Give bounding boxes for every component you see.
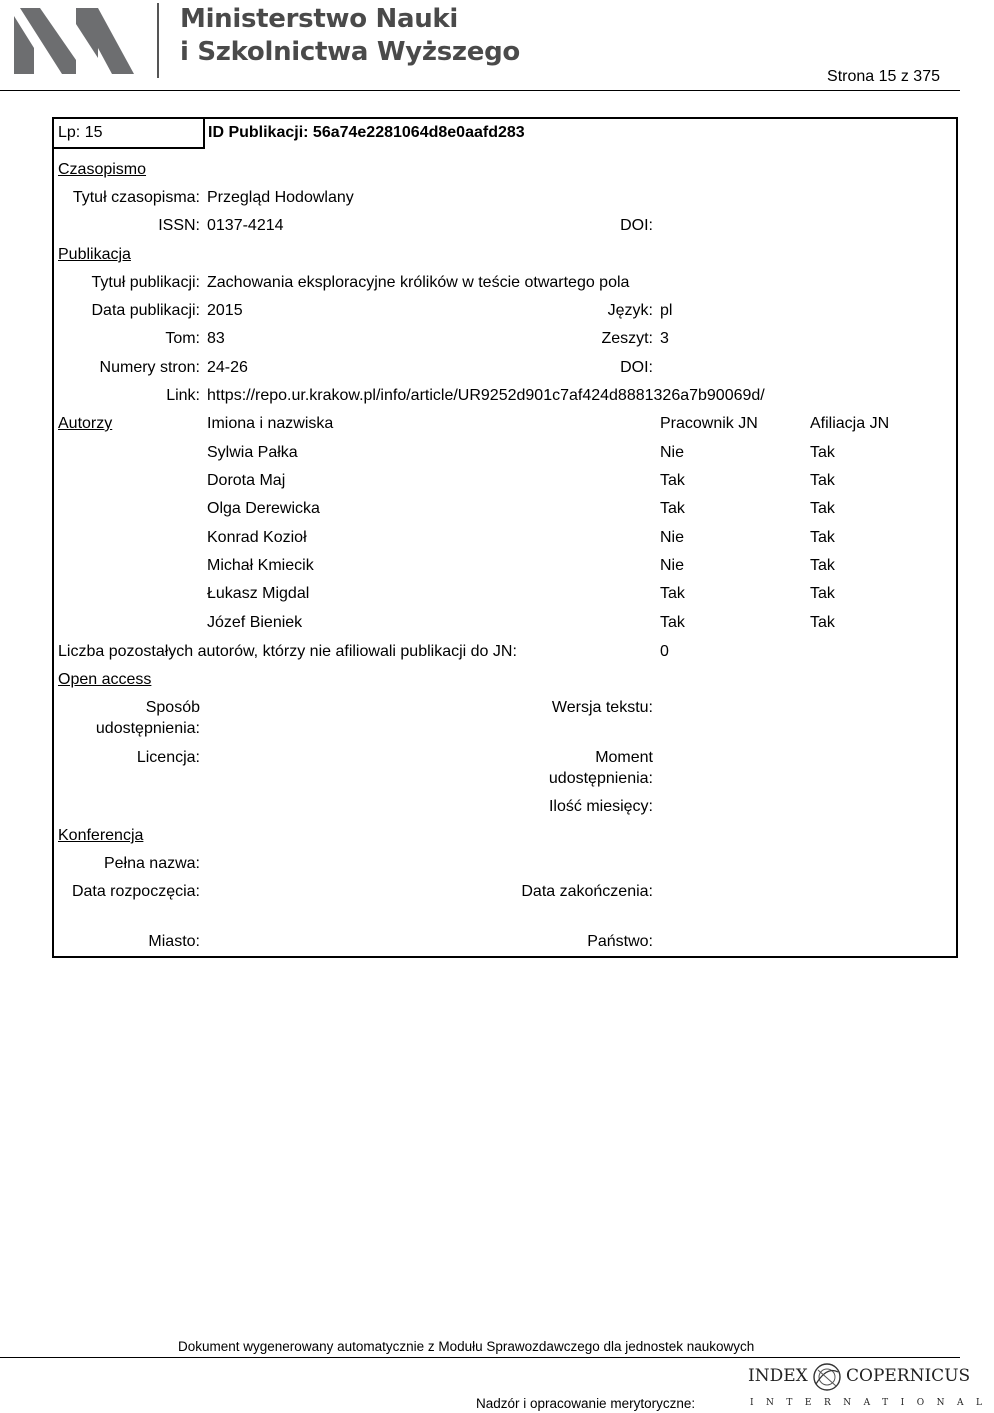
author-employee: Tak — [660, 472, 685, 489]
author-name: Konrad Kozioł — [207, 529, 307, 546]
author-name: Michał Kmiecik — [207, 557, 314, 574]
pub-issue-label: Zeszyt: — [601, 330, 653, 347]
issn-label: ISSN: — [158, 217, 200, 234]
logo-divider — [157, 3, 159, 78]
section-open-access: Open access — [58, 671, 152, 688]
footer-generated: Dokument wygenerowany automatycznie z Modułu Sprawozdawczego dla jednostek naukowych — [178, 1339, 755, 1354]
pub-doi-label: DOI: — [620, 359, 653, 376]
journal-title-value: Przegląd Hodowlany — [207, 189, 354, 206]
section-authors: Autorzy — [58, 415, 113, 432]
page-header — [0, 0, 960, 92]
index-copernicus-logo — [748, 1360, 994, 1413]
author-affiliation: Tak — [810, 444, 835, 461]
conf-country-label: Państwo: — [587, 933, 653, 950]
author-employee: Nie — [660, 557, 685, 574]
author-affiliation: Tak — [810, 585, 835, 602]
authors-col-employee: Pracownik JN — [660, 415, 758, 432]
pub-volume-label: Tom: — [165, 330, 200, 347]
author-name: Józef Bieniek — [207, 614, 303, 631]
ic-word-index: INDEX — [748, 1366, 808, 1386]
pub-date-value: 2015 — [207, 302, 243, 319]
oa-moment-label: Moment udostępnienia: — [548, 749, 653, 787]
author-name: Łukasz Migdal — [207, 585, 310, 602]
oa-months-label: Ilość miesięcy: — [548, 798, 653, 815]
header-divider — [0, 90, 960, 91]
journal-title-label: Tytuł czasopisma: — [72, 189, 200, 206]
author-name: Sylwia Pałka — [207, 444, 298, 461]
ministry-name-line1: Ministerstwo Nauki — [180, 4, 459, 34]
author-name: Dorota Maj — [207, 472, 286, 489]
ministry-logo-icon — [14, 8, 134, 74]
pub-title-value: Zachowania eksploracyjne królików w teście otwartego pola — [207, 274, 630, 291]
ministry-name-line2: i Szkolnictwa Wyższego — [180, 37, 520, 67]
journal-doi-label: DOI: — [620, 217, 653, 234]
section-conference: Konferencja — [58, 827, 144, 844]
publication-id: ID Publikacji: 56a74e2281064d8e0aafd283 — [208, 124, 525, 141]
section-publication: Publikacja — [58, 246, 131, 263]
pub-volume-value: 83 — [207, 330, 225, 347]
authors-col-affiliation: Afiliacja JN — [810, 415, 890, 432]
page-number: Strona 15 z 375 — [827, 68, 940, 85]
conf-name-label: Pełna nazwa: — [103, 855, 200, 872]
ministry-name — [180, 3, 520, 69]
ic-logo-top — [748, 1366, 971, 1386]
footer-supervision: Nadzór i opracowanie merytoryczne: — [476, 1396, 696, 1411]
issn-value: 0137-4214 — [207, 217, 284, 234]
pub-pages-label: Numery stron: — [99, 359, 200, 376]
pub-link-value[interactable]: https://repo.ur.krakow.pl/info/article/UR9252d901c7af424d8881326a7b90069d/ — [207, 387, 765, 404]
remaining-authors-label: Liczba pozostałych autorów, którzy nie afiliowali publikacji do JN: — [58, 643, 517, 660]
author-name: Olga Derewicka — [207, 500, 320, 517]
conf-end-label: Data zakończenia: — [521, 883, 653, 900]
pub-title-label: Tytuł publikacji: — [91, 274, 200, 291]
record-lp: Lp: 15 — [58, 124, 103, 141]
author-employee: Tak — [660, 585, 685, 602]
author-affiliation: Tak — [810, 557, 835, 574]
author-affiliation: Tak — [810, 529, 835, 546]
pub-lang-label: Język: — [607, 302, 653, 319]
pub-link-label: Link: — [166, 387, 200, 404]
footer-divider — [0, 1357, 960, 1358]
pub-pages-value: 24-26 — [207, 359, 248, 376]
remaining-authors-value: 0 — [660, 643, 669, 660]
oa-version-label: Wersja tekstu: — [551, 699, 653, 716]
pub-lang-value: pl — [660, 302, 673, 319]
author-affiliation: Tak — [810, 614, 835, 631]
author-affiliation: Tak — [810, 472, 835, 489]
pub-date-label: Data publikacji: — [91, 302, 200, 319]
author-employee: Tak — [660, 500, 685, 517]
oa-license-label: Licencja: — [136, 749, 200, 766]
author-employee: Nie — [660, 529, 685, 546]
section-journal: Czasopismo — [58, 161, 147, 178]
ic-word-copernicus: COPERNICUS — [846, 1366, 971, 1386]
conf-city-label: Miasto: — [148, 933, 200, 950]
author-employee: Tak — [660, 614, 685, 631]
author-employee: Nie — [660, 444, 685, 461]
ic-emblem-icon — [812, 1362, 842, 1392]
conf-start-label: Data rozpoczęcia: — [71, 883, 200, 900]
oa-method-label: Sposób udostępnienia: — [95, 699, 200, 737]
ic-word-international: INTERNATIONAL — [750, 1398, 994, 1408]
author-affiliation: Tak — [810, 500, 835, 517]
pub-issue-value: 3 — [660, 330, 669, 347]
authors-col-name: Imiona i nazwiska — [207, 415, 334, 432]
